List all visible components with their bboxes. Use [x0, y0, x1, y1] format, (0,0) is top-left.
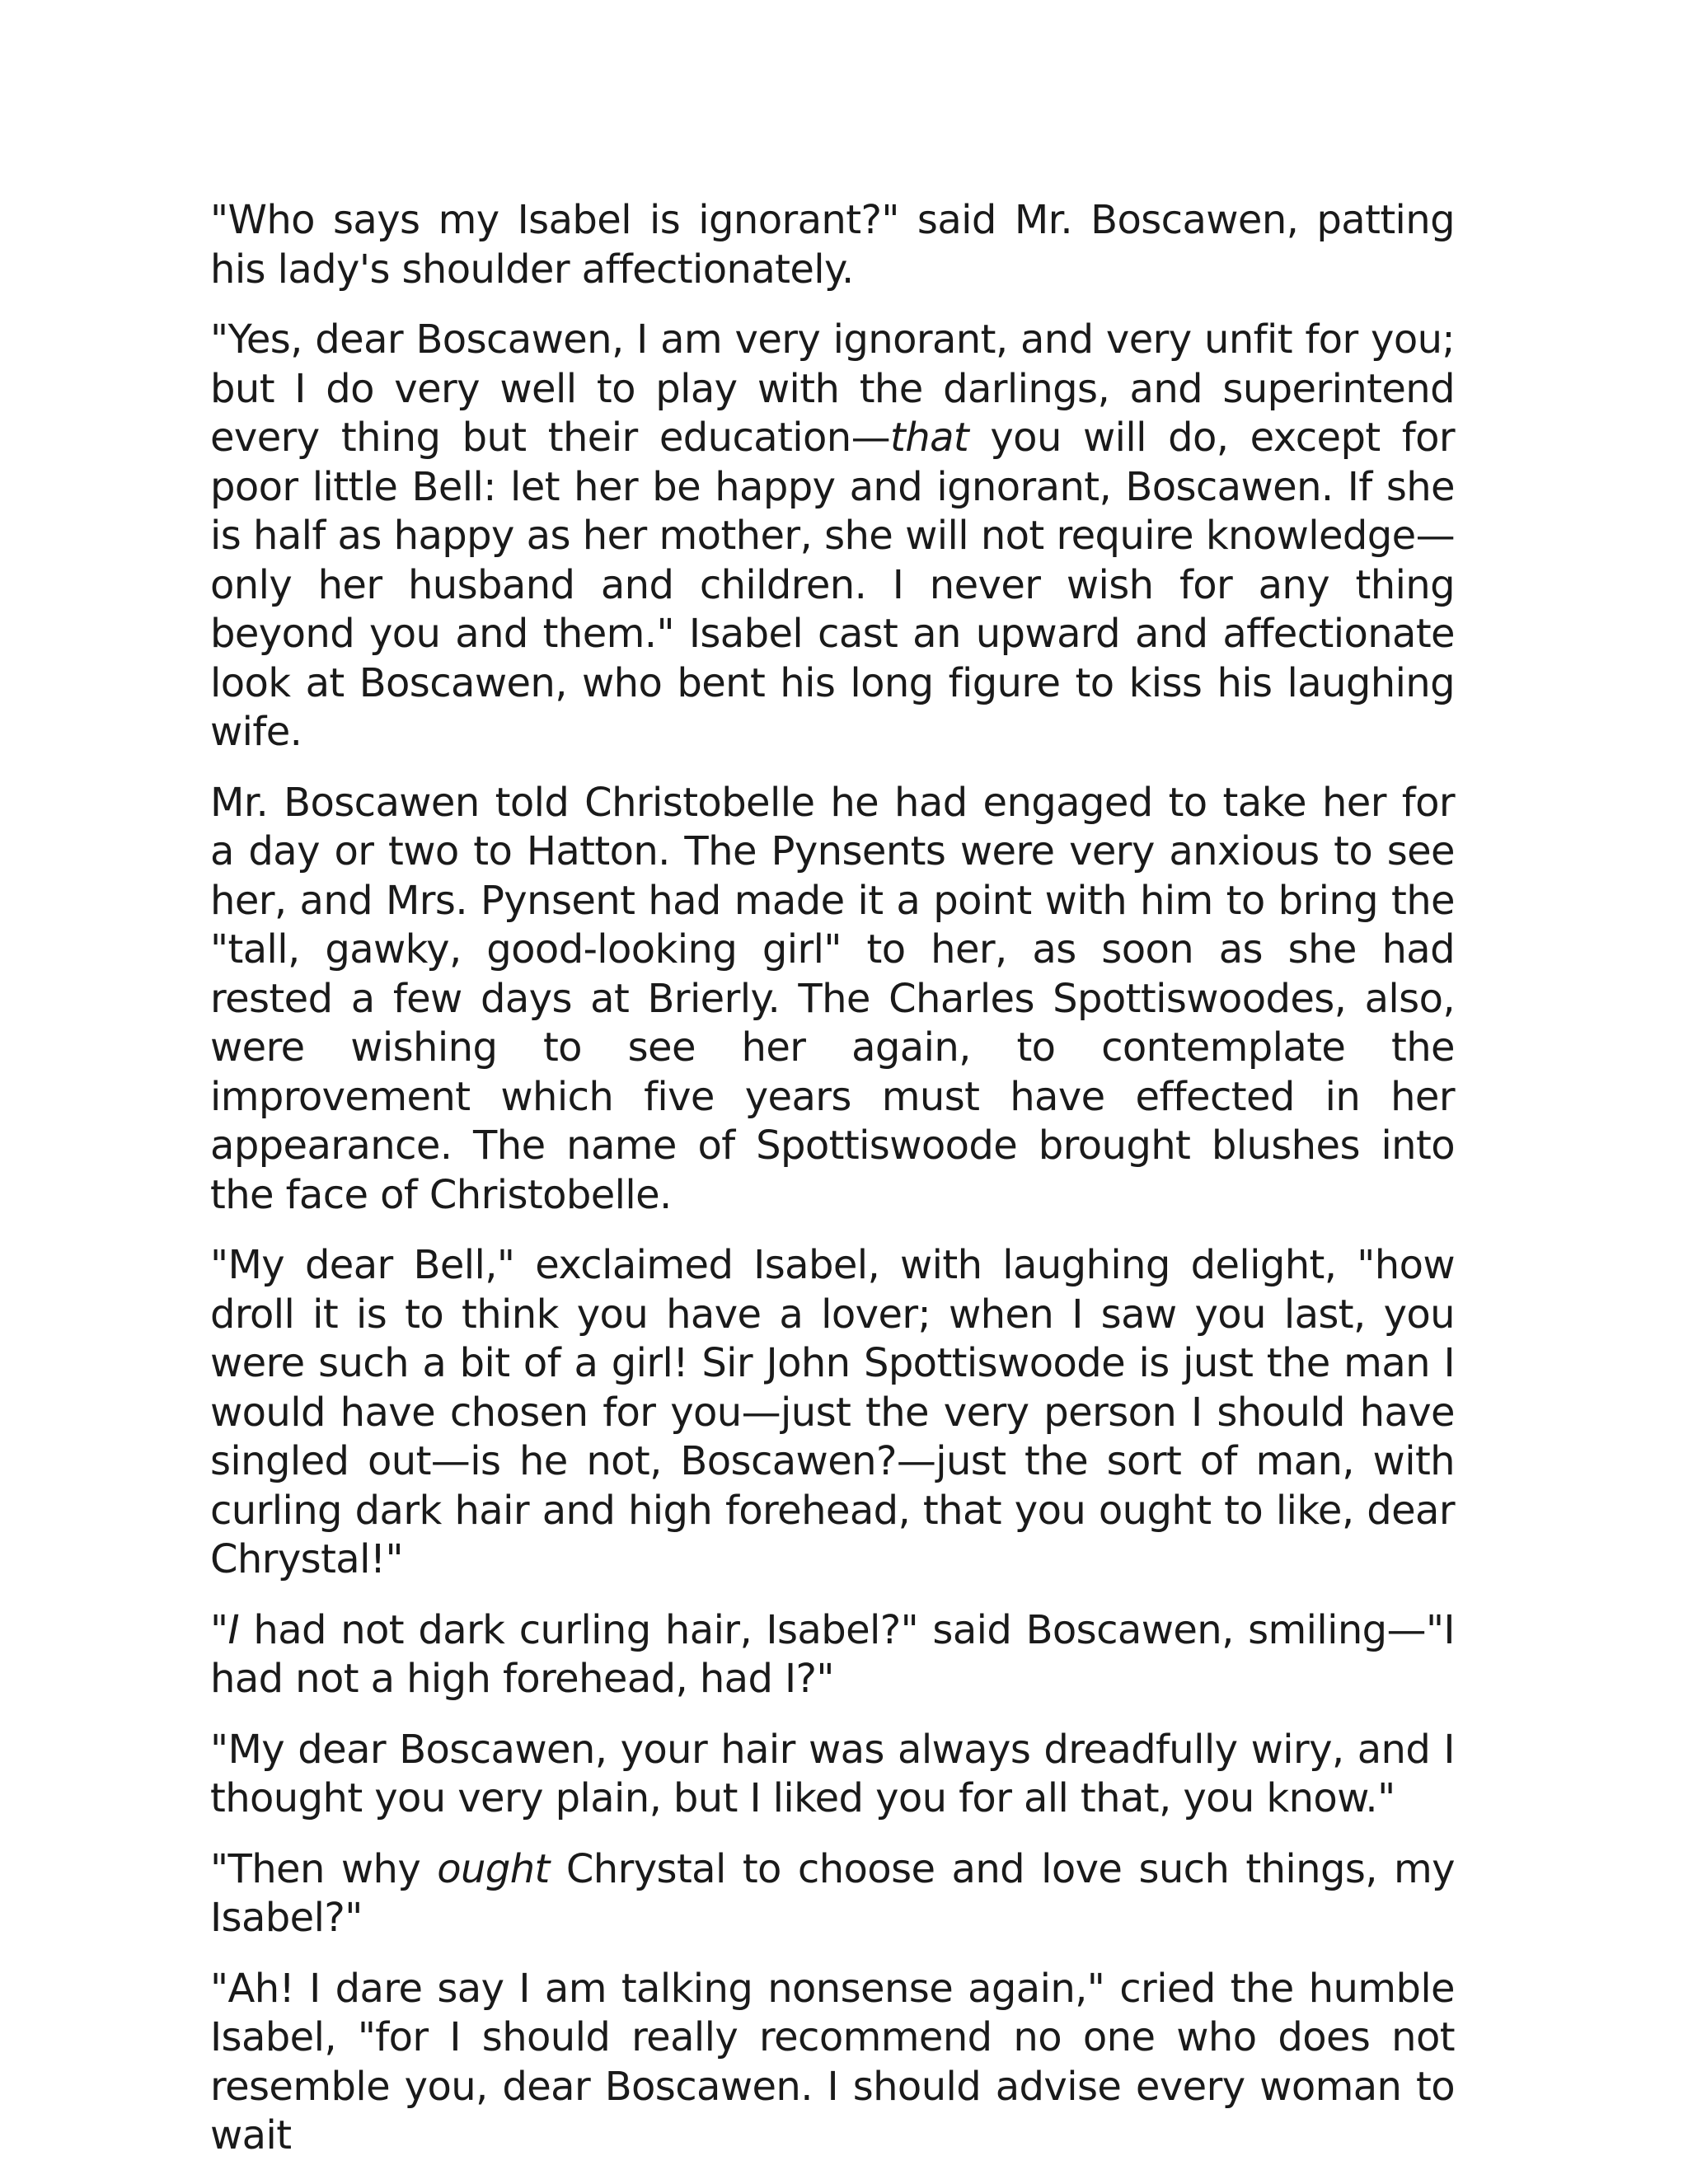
paragraph [210, 1845, 1455, 1943]
paragraph [210, 1241, 1455, 1585]
italic-text-run: that [890, 415, 969, 461]
text-run: "Yes, dear Boscawen, I am very ignorant, and very unfit for you; but I do very well to play with the darlings, and superintend every thing but their education— [210, 316, 1455, 461]
text-run: "Then why [210, 1845, 438, 1892]
text-run: Mr. Boscawen told Christobelle he had engaged to take her for a day or two to Hatton. The Pynsents were very anxious to see her, and Mrs. Pynsent had made it a point with him to bring the "tall, gawky, good-looking girl" to her, as soon as she had rested a few days at Brierly. The Charles Spottiswoodes, also, were wishing to see her again, to contemplate the improvement which five years must have effected in her appearance. The name of Spottiswoode brought blushes into the face of Christobelle. [210, 779, 1455, 1218]
paragraph [210, 316, 1455, 757]
text-run: "Ah! I dare say I am talking nonsense again," cried the humble Isabel, "for I should really recommend no one who does not resemble you, dear Boscawen. I should advise every woman to wait [210, 1965, 1455, 2158]
text-run: "Who says my Isabel is ignorant?" said Mr. Boscawen, patting his lady's shoulder affectionately. [210, 197, 1455, 293]
paragraph [210, 1726, 1455, 1824]
text-run: "My dear Boscawen, your hair was always dreadfully wiry, and I thought you very plain, but I liked you for all that, you know." [210, 1726, 1455, 1821]
text-run: " [210, 1606, 228, 1653]
document-page [210, 196, 1455, 2182]
paragraph [210, 196, 1455, 294]
text-run: had not dark curling hair, Isabel?" said Boscawen, smiling—"I had not a high forehead, had I?" [210, 1606, 1455, 1702]
paragraph [210, 779, 1455, 1221]
text-run: "My dear Bell," exclaimed Isabel, with laughing delight, "how droll it is to think you have a lover; when I saw you last, you were such a bit of a girl! Sir John Spottiswoode is just the man I would have chosen for you—just the very person I should have singled out—is he not, Boscawen?—just the sort of man, with curling dark hair and high forehead, that you ought to like, dear Chrystal!" [210, 1242, 1455, 1582]
italic-text-run: I [227, 1606, 240, 1653]
italic-text-run: ought [437, 1845, 550, 1892]
text-run: Chrystal to choose and love such things, my Isabel?" [210, 1845, 1455, 1941]
text-run: you will do, except for poor little Bell: let her be happy and ignorant, Boscawen. If she is half as happy as her mother, she will not require knowledge—only her husband and children. I never wish for any thing beyond you and them." Isabel cast an upward and affectionate look at Boscawen, who bent his long figure to kiss his laughing wife. [210, 415, 1456, 755]
paragraph [210, 1606, 1455, 1704]
paragraph [210, 1965, 1455, 2161]
